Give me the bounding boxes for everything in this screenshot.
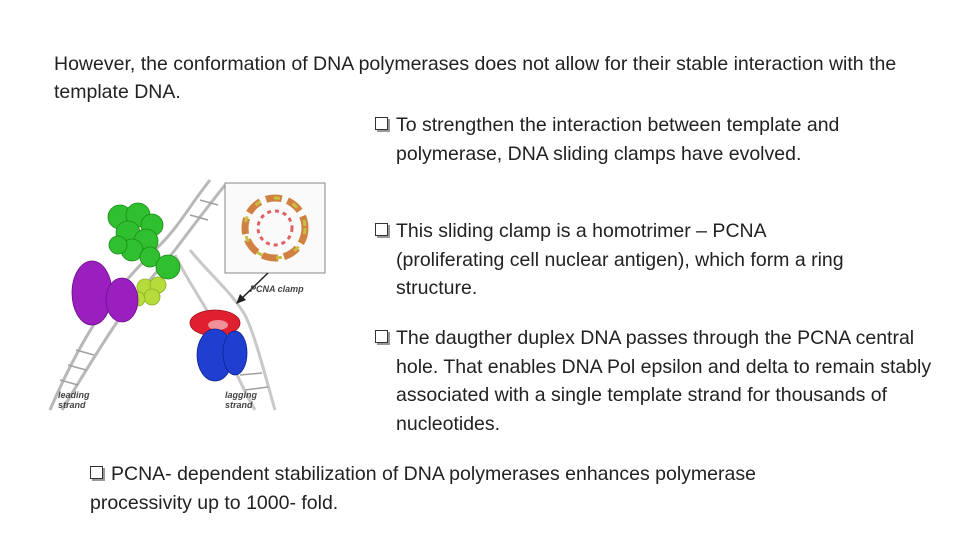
lagging-strand-label-1: lagging	[225, 390, 257, 400]
bullet-central-hole	[375, 324, 935, 438]
bullet-text: This sliding clamp is a homotrimer – PCNA (proliferating cell nuclear antigen), which form a ring structure.	[396, 220, 844, 299]
purple-polymerase	[72, 261, 138, 325]
replication-fork-figure	[40, 175, 340, 415]
leading-strand-label-2: strand	[58, 400, 86, 410]
bullet-text: The daugther duplex DNA passes through the PCNA central hole. That enables DNA Pol epsilon and delta to remain stably associated with a single template strand for thousands of nucleotides.	[396, 327, 932, 435]
bullet-text: To strengthen the interaction between template and polymerase, DNA sliding clamps have evolved.	[396, 114, 840, 165]
lagging-strand-label-2: strand	[225, 400, 253, 410]
replication-fork-illustration	[40, 175, 340, 415]
pcna-clamp-label: PCNA clamp	[250, 284, 304, 294]
checkbox-bullet-icon	[375, 117, 388, 130]
leading-strand-label-1: leading	[58, 390, 90, 400]
pcna-ring-inset	[225, 183, 325, 273]
bullet-text: PCNA- dependent stabilization of DNA polymerases enhances polymerase processivity up to 1000- fold.	[90, 463, 756, 514]
blue-polymerase	[197, 329, 247, 381]
checkbox-bullet-icon	[375, 330, 388, 343]
bullet-processivity	[90, 460, 850, 517]
bullet-sliding-clamps	[375, 111, 875, 168]
bullet-pcna-homotrimer	[375, 217, 875, 303]
intro-paragraph: However, the conformation of DNA polymerases does not allow for their stable interaction with the template DNA.	[54, 53, 897, 103]
checkbox-bullet-icon	[90, 466, 103, 479]
green-polymerase	[108, 203, 180, 279]
checkbox-bullet-icon	[375, 223, 388, 236]
